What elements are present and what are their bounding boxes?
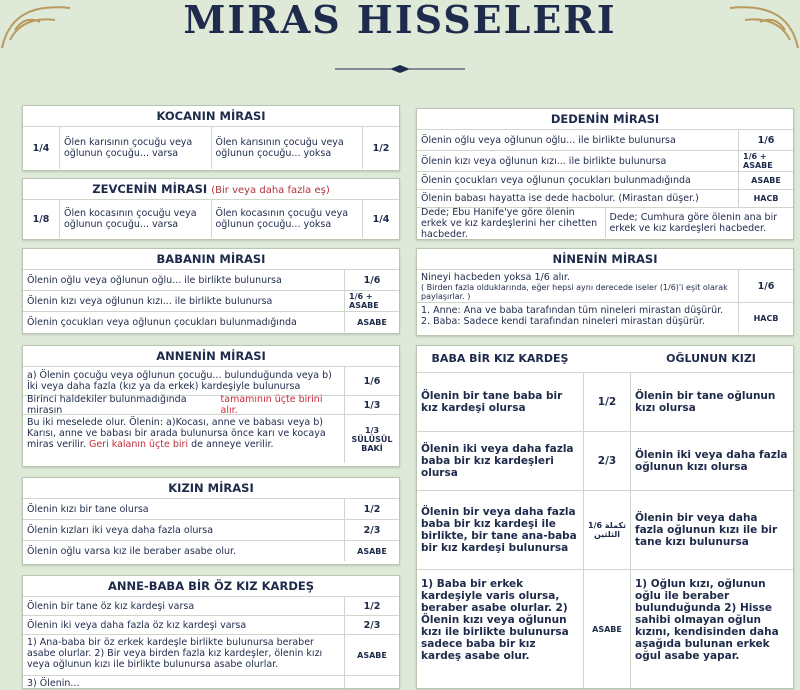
koca-heading: KOCANIN MİRASI [23,106,399,127]
koca-box [22,105,400,171]
dede-heading: DEDENİN MİRASI [417,109,793,130]
anne-row-text: Birinci haldekiler bulunmadığında mirasın tamamının üçte birini alır. [23,396,345,414]
zevce-heading: ZEVCENİN MİRASI (Bir veya daha fazla eş) [23,179,399,200]
compare-value: ASABE [584,570,631,688]
kiz-heading: KIZIN MİRASI [23,478,399,499]
anne-row-text: a) Ölenin çocuğu veya oğlunun çocuğu... bulunduğunda veya b) İki veya daha fazla (kız ya da erkek) kardeşiyle bulunursa [23,367,345,395]
koca-text-2: Ölen karısının çocuğu veya oğlunun çocuğu... yoksa [212,127,364,169]
annebaba-row-value [345,676,399,690]
nine-heading: NİNENİN MİRASI [417,249,793,270]
dede-row-value: 1/6 [757,134,775,146]
baba-box [22,248,400,334]
koca-value-1: 1/4 [23,127,60,169]
nine-row-value: 1/6 [757,280,775,292]
nine-row-note: ( Birden fazla olduklarında, eğer hepsi aynı derecede iseler (1/6)'i eşit olarak paylaşırlar. ) [421,283,728,301]
annebaba-row-text: 1) Ana-baba bir öz erkek kardeşle birlikte bulunursa beraber asabe olurlar. 2) Bir veya birden fazla kız kardeşler, ölenin kızı veya oğlunun kızı ile birlikte bulunursa asabe olurlar. [23,635,345,675]
anne-row-value: 1/6 [363,375,381,387]
dede-note-1: Dede; Ebu Hanife'ye göre ölenin erkek ve kız kardeşlerini her cihetten hacbeder. [417,208,606,238]
compare-right-cell: Ölenin bir veya daha fazla oğlunun kızı ile bir tane kızı bulunursa [635,512,778,548]
anne-row-value: 1/3 [363,399,381,411]
dede-row-text: Ölenin babası hayatta ise dede hacbolur. (Mirastan düşer.) [417,190,739,207]
kiz-row-value: 2/3 [363,524,381,536]
dede-row-value: ASABE [751,176,781,185]
title-divider-ornament [335,64,465,74]
anne-row-highlight: Geri kalanın üçte biri [88,439,189,450]
baba-row-value: 1/6 + ASABE [349,292,379,310]
compare-header-right: OĞLUNUN KIZI [666,352,756,365]
baba-heading: BABANIN MİRASI [23,249,399,270]
anne-row-value: 1/3 SÜLÜSÜL BAKİ [351,425,393,453]
nine-row-text: Nineyi hacbeden yoksa 1/6 alır. ( Birden fazla olduklarında, eğer hepsi aynı derecede iseler (1/6)'i eşit olarak paylaşırlar. ) [417,270,739,302]
baba-row-text: Ölenin kızı veya oğlunun kızı... ile birlikte bulunursa [23,291,345,311]
zevce-value-1: 1/8 [23,200,60,238]
annebaba-row-value: 2/3 [363,619,381,631]
baba-row-value: ASABE [357,317,387,327]
dede-note-2: Dede; Cumhura göre ölenin ana bir erkek ve kız kardeşleri hacbeder. [609,212,778,234]
dede-row-value: 1/6 + ASABE [743,152,773,170]
nine-row-value: HACB [753,313,779,323]
kiz-row-text: Ölenin kızı bir tane olursa [23,499,345,519]
koca-text-1: Ölen karısının çocuğu veya oğlunun çocuğu... varsa [60,127,212,169]
zevce-text-1: Ölen kocasının çocuğu veya oğlunun çocuğu... varsa [60,200,212,238]
baba-row-value: 1/6 [363,274,381,286]
annebaba-row-text: Ölenin bir tane öz kız kardeşi varsa [23,597,345,615]
kiz-row-value: ASABE [357,546,387,556]
baba-row-text: Ölenin oğlu veya oğlunun oğlu... ile birlikte bulunursa [23,270,345,290]
anne-row-text: Bu iki meselede olur. Ölenin: a)Kocası, anne ve babası veya b) Karısı, anne ve babası bir arada bulunursa önce karı ve kocaya miras verilir. Geri kalanın üçte biri de anneye verilir. [23,415,345,463]
kiz-row-text: Ölenin kızları iki veya daha fazla olursa [23,520,345,540]
kiz-row-text: Ölenin oğlu varsa kız ile beraber asabe olur. [23,541,345,561]
compare-header-left: BABA BİR KIZ KARDEŞ [431,352,569,365]
annebaba-row-value: ASABE [357,650,387,660]
kiz-row-value: 1/2 [363,503,381,515]
baba-row-text: Ölenin çocukları veya oğlunun çocukları bulunmadığında [23,312,345,332]
dede-box [416,108,794,240]
annebaba-row-value: 1/2 [363,600,381,612]
compare-value: 1/6 تكملة الثلثين [584,491,631,569]
annebaba-box [22,575,400,689]
zevce-text-2: Ölen kocasının çocuğu veya oğlunun çocuğu... yoksa [212,200,364,238]
compare-left-cell: Ölenin iki veya daha fazla baba bir kız kardeşleri olursa [417,432,584,490]
compare-header [417,346,793,373]
page-title: MIRAS HISSELERI [183,0,617,42]
annebaba-row-text: Ölenin iki veya daha fazla öz kız kardeşi varsa [23,616,345,634]
dede-row-text: Ölenin kızı veya oğlunun kızı... ile birlikte bulunursa [417,151,739,171]
compare-value: 1/2 [584,373,631,431]
dede-row-text: Ölenin oğlu veya oğlunun oğlu... ile birlikte bulunursa [417,130,739,150]
annebaba-row-text: 3) Ölenin... [23,676,345,690]
kiz-box [22,477,400,565]
anne-heading: ANNENİN MİRASI [23,346,399,367]
compare-box [416,345,794,689]
zevce-value-2: 1/4 [372,213,390,225]
koca-value-2: 1/2 [372,142,390,154]
anne-box [22,345,400,467]
compare-left-cell: 1) Baba bir erkek kardeşiyle varis olursa, beraber asabe olurlar. 2) Ölenin kızı veya oğlunun kızı ile birlikte bulunursa sadece baba bir kız kardeş asabe olur. [417,570,584,688]
zevce-heading-sub: (Bir veya daha fazla eş) [211,185,330,196]
compare-right-cell: Ölenin iki veya daha fazla oğlunun kızı olursa [635,449,788,473]
compare-left-cell: Ölenin bir veya daha fazla baba bir kız kardeşi ile birlikte, bir tane ana-baba bir kız kardeşi bulunursa [417,491,584,569]
compare-right-cell: 1) Oğlun kızı, oğlunun oğlu ile beraber bulunduğunda 2) Hisse sahibi olmayan oğlun kızını, kendisinden daha aşağıda bulunan erkek oğul asabe yapar. [635,578,779,662]
zevce-box [22,178,400,240]
anne-row-highlight: tamamının üçte birini alır. [220,394,323,416]
nine-row-text: 1. Anne: Ana ve baba tarafından tüm nineleri mirastan düşürür. 2. Baba: Sadece kendi tarafından nineleri mirastan düşürür. [417,303,739,333]
dede-row-value: HACB [753,194,779,203]
dede-row-text: Ölenin çocukları veya oğlunun çocukları bulunmadığında [417,172,739,189]
annebaba-heading: ANNE-BABA BİR ÖZ KIZ KARDEŞ [23,576,399,597]
compare-value: 2/3 [584,432,631,490]
compare-right-cell: Ölenin bir tane oğlunun kızı olursa [635,390,776,414]
nine-box [416,248,794,336]
compare-left-cell: Ölenin bir tane baba bir kız kardeşi olursa [417,373,584,431]
